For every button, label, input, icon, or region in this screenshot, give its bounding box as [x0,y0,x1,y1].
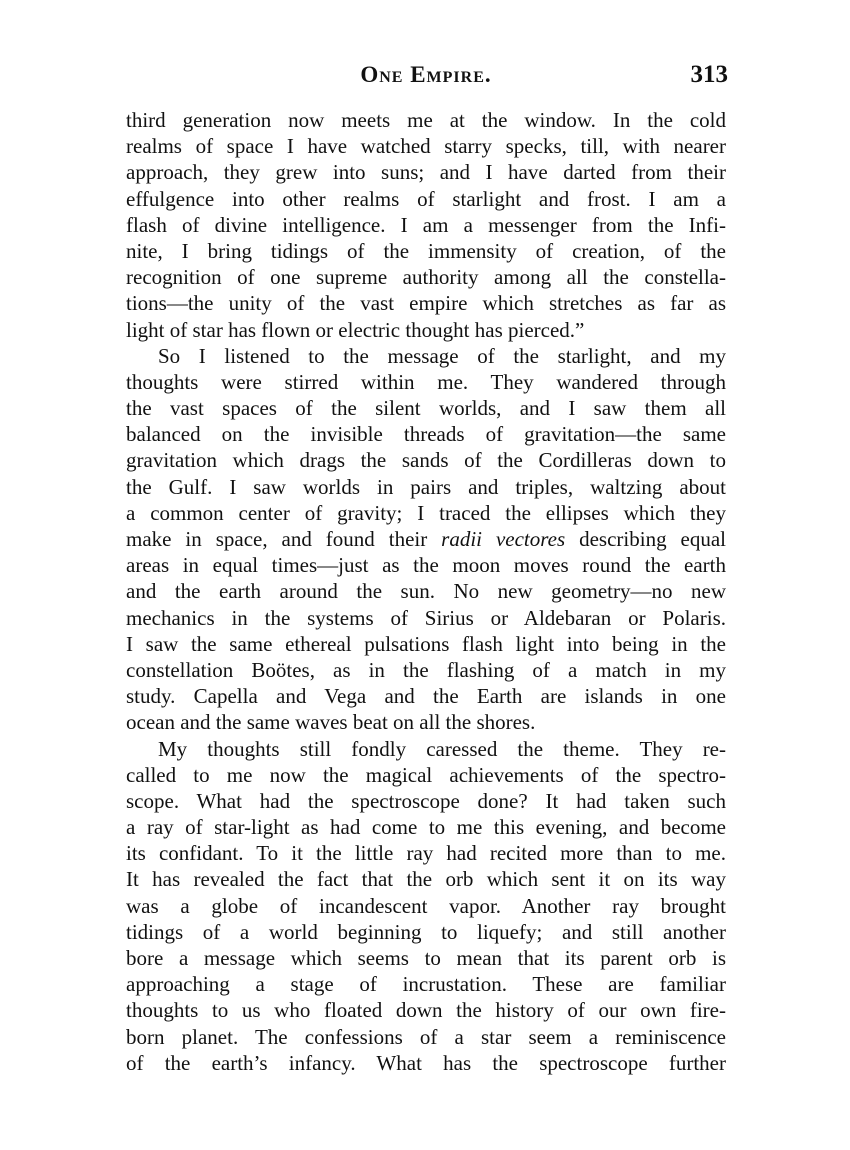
page-number: 313 [690,61,728,88]
text-line: a common center of gravity; I traced the ellipses which they [126,500,726,525]
text-line: the vast spaces of the silent worlds, and I saw them all [126,396,726,421]
text-line: flash of divine intelligence. I am a messenger from the Infi- [126,212,726,237]
text-line: called to me now the magical achievements of the spectro- [126,762,726,787]
text-line: tidings of a world beginning to liquefy; and still another [126,919,726,944]
text-line: scope. What had the spectroscope done? It had taken such [126,788,726,813]
text-line: I saw the same ethereal pulsations flash light into being in the [126,631,726,656]
text-line: gravitation which drags the sands of the Cordilleras down to [126,448,726,473]
text-line: It has revealed the fact that the orb which sent it on its way [126,867,726,892]
text-line: thoughts were stirred within me. They wandered through [126,369,726,394]
text-line: balanced on the invisible threads of gravitation—the same [126,422,726,447]
text-line: recognition of one supreme authority among all the constella- [126,265,726,290]
text-line: born planet. The confessions of a star seem a reminiscence [126,1024,726,1049]
text-line: a ray of star-light as had come to me this evening, and become [126,815,726,840]
paragraph [126,343,726,736]
text-line: approach, they grew into suns; and I have darted from their [126,160,726,185]
text-line: ocean and the same waves beat on all the shores. [126,710,536,735]
text-line: constellation Boötes, as in the flashing of a match in my [126,657,726,682]
text-line: effulgence into other realms of starlight and frost. I am a [126,186,726,211]
text-line: was a globe of incandescent vapor. Another ray brought [126,893,726,918]
text-line: nite, I bring tidings of the immensity of creation, of the [126,238,726,263]
text-line: bore a message which seems to mean that its parent orb is [126,946,726,970]
body-text [126,107,726,1076]
text-line: approaching a stage of incrustation. These are familiar [126,972,726,997]
italic-phrase: radii vectores [441,527,566,551]
text-line: and the earth around the sun. No new geometry—no new [126,579,726,604]
text-line: study. Capella and Vega and the Earth are islands in one [126,684,726,709]
running-head [124,58,728,92]
text-line: mechanics in the systems of Sirius or Aldebaran or Polaris. [126,605,726,630]
text-line: of the earth’s infancy. What has the spectroscope further [126,1050,726,1075]
text-line: the Gulf. I saw worlds in pairs and triples, waltzing about [126,474,726,499]
text-line: make in space, and found their radii vectores describing equal [126,527,727,551]
text-line: light of star has flown or electric thought has pierced.” [126,317,585,342]
text-line: realms of space I have watched starry specks, till, with nearer [126,134,726,159]
paragraph [126,736,726,1076]
paragraph [126,107,726,343]
text-line: thoughts to us who floated down the history of our own fire- [126,998,726,1023]
text-line: My thoughts still fondly caressed the theme. They re- [158,736,726,761]
text-line: tions—the unity of the vast empire which stretches as far as [126,291,726,316]
text-line: So I listened to the message of the starlight, and my [158,343,726,368]
text-line: third generation now meets me at the window. In the cold [126,108,726,132]
text-line: areas in equal times—just as the moon moves round the earth [126,553,726,578]
running-head-title: One Empire. [360,62,492,87]
text-line: its confidant. To it the little ray had recited more than to me. [126,841,726,866]
